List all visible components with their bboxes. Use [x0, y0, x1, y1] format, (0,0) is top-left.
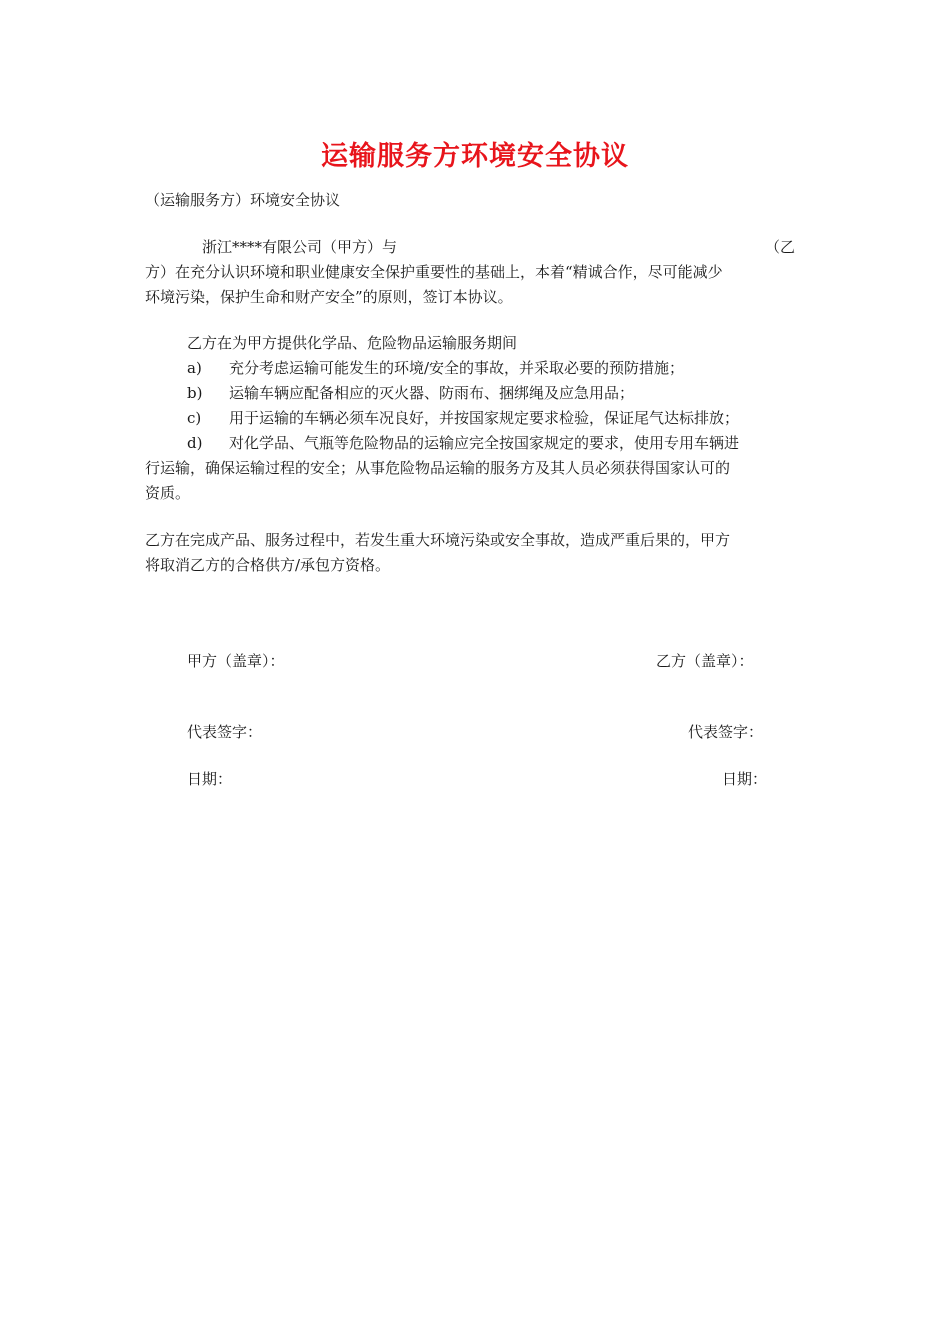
service-lead: 乙方在为甲方提供化学品、危险物品运输服务期间	[187, 334, 518, 352]
list-item	[187, 432, 739, 453]
intro-line-3: 环境污染，保护生命和财产安全”的原则，签订本协议。	[145, 288, 513, 306]
party-b-seal-label: 乙方（盖章）：	[656, 652, 754, 670]
penalty-line-2: 将取消乙方的合格供方/承包方资格。	[145, 556, 391, 574]
list-item-d-line-2: 行运输，确保运输过程的安全；从事危险物品运输的服务方及其人员必须获得国家认可的	[145, 459, 731, 477]
intro-party-b-open: （乙	[765, 238, 796, 256]
party-b-rep-signature-label: 代表签字：	[688, 723, 764, 741]
list-marker: b)	[187, 384, 203, 402]
list-item	[187, 357, 684, 378]
intro-line-2: 方）在充分认识环境和职业健康安全保护重要性的基础上，本着“精诚合作，尽可能减少	[145, 263, 723, 281]
list-item	[187, 407, 739, 428]
party-a-rep-signature-label: 代表签字：	[187, 723, 263, 741]
party-b-date-label: 日期：	[722, 770, 768, 788]
list-marker: d)	[187, 434, 203, 452]
party-a-seal-label: 甲方（盖章）：	[187, 652, 285, 670]
page-title: 运输服务方环境安全协议	[321, 141, 629, 172]
list-item-d-line-3: 资质。	[145, 484, 191, 502]
list-marker: c)	[187, 409, 202, 427]
list-item-text: 对化学品、气瓶等危险物品的运输应完全按国家规定的要求，使用专用车辆进	[229, 434, 740, 452]
list-item-text: 用于运输的车辆必须车况良好，并按国家规定要求检验，保证尾气达标排放；	[229, 409, 740, 427]
list-item	[187, 382, 634, 403]
party-a-date-label: 日期：	[187, 770, 233, 788]
list-marker: a)	[187, 359, 202, 377]
intro-party-a: 浙江****有限公司（甲方）与	[202, 238, 398, 256]
list-item-text: 运输车辆应配备相应的灭火器、防雨布、捆绑绳及应急用品；	[229, 384, 635, 402]
penalty-line-1: 乙方在完成产品、服务过程中，若发生重大环境污染或安全事故，造成严重后果的，甲方	[145, 531, 731, 549]
list-item-text: 充分考虑运输可能发生的环境/安全的事故，并采取必要的预防措施；	[229, 359, 685, 377]
document-subtitle: （运输服务方）环境安全协议	[145, 191, 341, 209]
